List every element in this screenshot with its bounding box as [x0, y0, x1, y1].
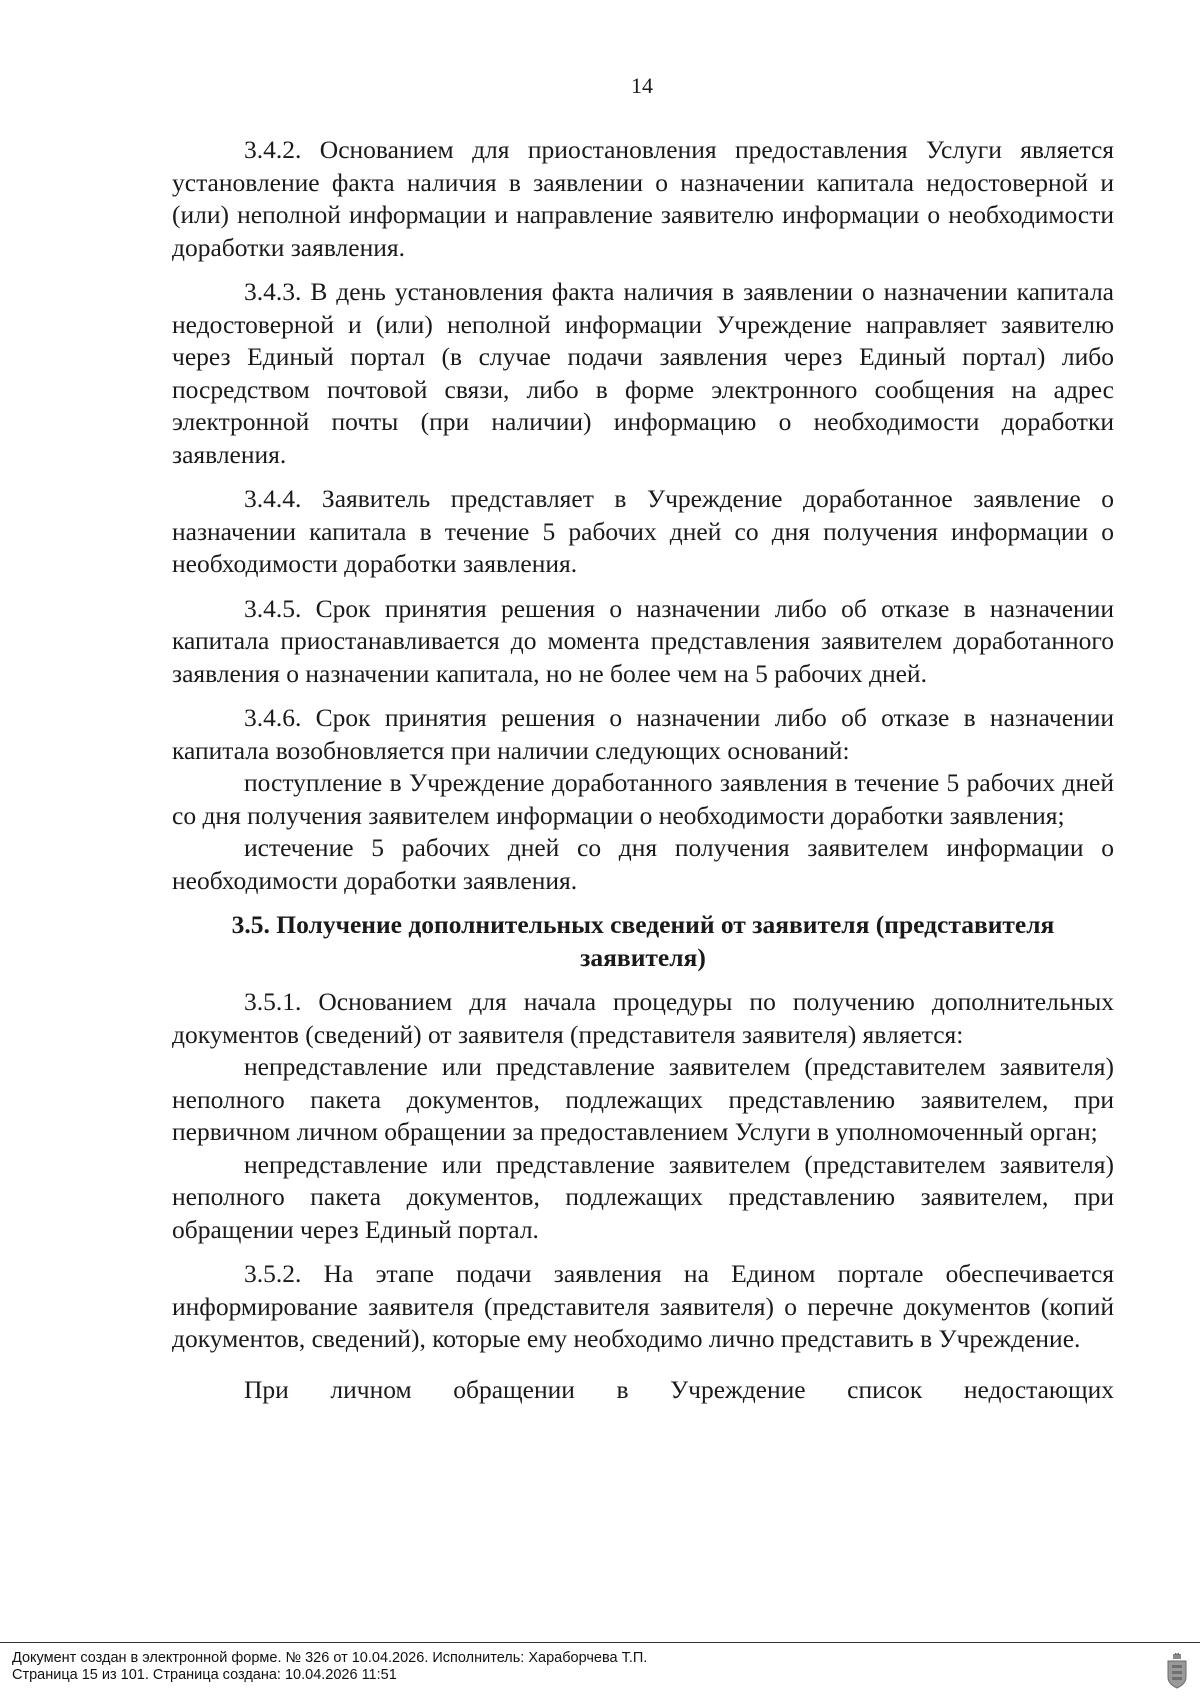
- footer-text: [12, 1650, 647, 1684]
- list-item-resubmission: поступление в Учреждение доработанного заявления в течение 5 рабочих дней со дня получения заявителем информации о необходимости доработки заявления;: [172, 768, 1114, 830]
- paragraph-3-4-2: 3.4.2. Основанием для приостановления предоставления Услуги является установление факта наличия в заявлении о назначении капитала недостоверной и (или) неполной информации и направление заявителю информации о необходимости доработки заявления.: [172, 135, 1114, 262]
- paragraph-3-4-6: 3.4.6. Срок принятия решения о назначении либо об отказе в назначении капитала возобновляется при наличии следующих оснований:: [172, 703, 1114, 765]
- list-item-personal-visit: непредставление или представление заявителем (представителем заявителя) неполного пакета документов, подлежащих представлению заявителем, при первичном личном обращении за предоставлением Услуги в уполномоченный орган;: [172, 1052, 1114, 1146]
- coat-of-arms-icon: [1166, 1653, 1188, 1689]
- document-footer: [0, 1642, 1200, 1699]
- paragraph-3-4-3: 3.4.3. В день установления факта наличия в заявлении о назначении капитала недостоверной и (или) неполной информации Учреждение направляет заявителю через Единый портал (в случае подачи заявления через Единый портал) либо посредством почтовой связи, либо в форме электронного сообщения на адрес электронной почты (при наличии) информацию о необходимости доработки заявления.: [172, 277, 1114, 469]
- paragraph-3-5-2: 3.5.2. На этапе подачи заявления на Едином портале обеспечивается информирование заявителя (представителя заявителя) о перечне документов (копий документов, сведений), которые ему необходимо лично представить в Учреждение.: [172, 1259, 1114, 1353]
- footer-line-page-info: Страница 15 из 101. Страница создана: 10.04.2026 11:51: [12, 1667, 397, 1683]
- paragraph-3-4-4: 3.4.4. Заявитель представляет в Учреждение доработанное заявление о назначении капитала в течение 5 рабочих дней со дня получения информации о необходимости доработки заявления.: [172, 484, 1114, 578]
- paragraph-3-5-1: 3.5.1. Основанием для начала процедуры по получению дополнительных документов (сведений) от заявителя (представителя заявителя) является:: [172, 987, 1114, 1049]
- paragraph-3-4-5: 3.4.5. Срок принятия решения о назначении либо об отказе в назначении капитала приостанавливается до момента представления заявителем доработанного заявления о назначении капитала, но не более чем на 5 рабочих дней.: [172, 593, 1114, 688]
- page-number: 14: [631, 73, 653, 98]
- document-body: [172, 134, 1114, 1406]
- section-heading-3-5: 3.5. Получение дополнительных сведений от заявителя (представителя заявителя): [231, 910, 1055, 972]
- footer-line-document-info: Документ создан в электронной форме. № 326 от 10.04.2026. Исполнитель: Хараборчева Т.П.: [12, 1650, 648, 1666]
- list-item-deadline-expiry: истечение 5 рабочих дней со дня получения заявителем информации о необходимости доработки заявления.: [172, 833, 1114, 895]
- paragraph-personal-visit: При личном обращении в Учреждение список недостающих: [244, 1374, 1114, 1404]
- list-item-portal: непредставление или представление заявителем (представителем заявителя) неполного пакета документов, подлежащих представлению заявителем, при обращении через Единый портал.: [172, 1149, 1114, 1244]
